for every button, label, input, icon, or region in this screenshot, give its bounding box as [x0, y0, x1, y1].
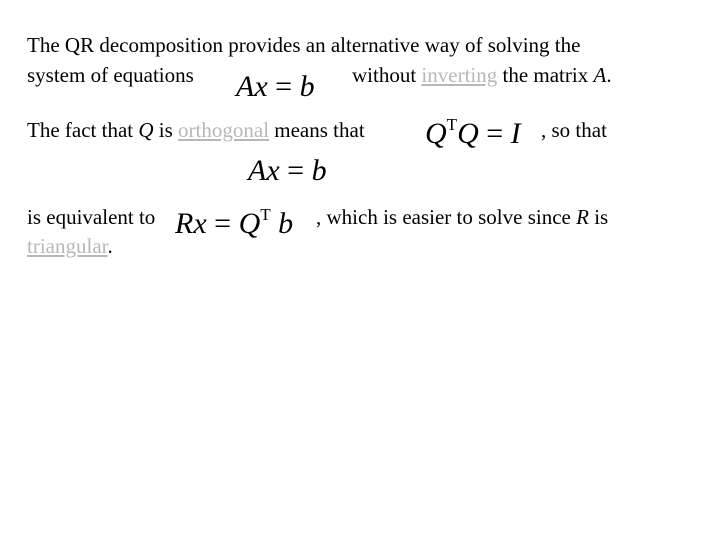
inverting-link[interactable]: inverting — [421, 63, 498, 87]
orthogonal-link[interactable]: orthogonal — [178, 118, 270, 142]
fact-text: The fact that — [27, 118, 134, 142]
easier-text: , which is easier to solve since — [316, 205, 571, 229]
equation-rx-eq-qtb — [175, 200, 293, 241]
eq-q: Q — [425, 117, 447, 150]
eq-op: = — [214, 207, 232, 240]
eq-rhs: b — [299, 70, 315, 103]
triangular-link[interactable]: triangular — [27, 234, 108, 258]
eq-lhs: Ax — [236, 70, 268, 103]
eq-rhs: b — [311, 154, 327, 187]
eq-q2: Q — [457, 117, 479, 150]
means-that-text: means that — [274, 118, 365, 142]
equation-qtq-eq-i — [425, 110, 521, 151]
r-symbol: R — [576, 205, 589, 229]
matrix-a-symbol: A — [593, 63, 607, 87]
equation-ax-eq-b-2 — [248, 154, 327, 188]
eq-rx: Rx — [175, 207, 207, 240]
eq-op: = — [486, 117, 504, 150]
para1-line2-rest — [352, 63, 612, 87]
equation-ax-eq-b — [236, 70, 315, 104]
is-text: is — [594, 205, 609, 229]
eq-op: = — [275, 70, 293, 103]
the-matrix-text: the matrix — [502, 63, 589, 87]
eq-q: Q — [238, 207, 261, 240]
equivalent-text: is equivalent to — [27, 205, 156, 229]
para1-line2-prefix: system of equations — [27, 63, 194, 87]
eq-b: b — [278, 207, 294, 240]
eq-transpose: T — [446, 115, 458, 134]
para1-line1: The QR decomposition provides an alternative way of solving the — [27, 33, 581, 57]
q-symbol: Q — [138, 118, 154, 142]
para3-line2 — [27, 234, 113, 258]
without-text: without — [352, 63, 417, 87]
so-that-text: , so that — [541, 118, 607, 142]
eq-lhs: Ax — [248, 154, 280, 187]
period: . — [606, 63, 612, 87]
eq-transpose: T — [260, 205, 271, 224]
period: . — [107, 234, 113, 258]
para3-line1-rest — [316, 205, 608, 229]
is-text: is — [158, 118, 173, 142]
eq-i: I — [510, 117, 521, 150]
eq-op: = — [287, 154, 305, 187]
para2-line1 — [27, 118, 365, 142]
